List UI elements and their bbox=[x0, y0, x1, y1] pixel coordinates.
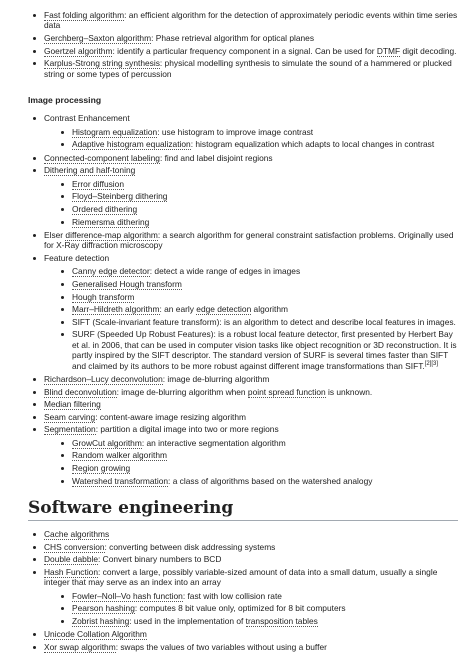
list-item: Marr–Hildreth algorithm: an early edge detection algorithm bbox=[56, 304, 458, 314]
segmentation-sublist bbox=[56, 438, 458, 486]
link-difference-map[interactable]: difference-map algorithm bbox=[65, 230, 158, 240]
list-item: Fowler–Noll–Vo hash function: fast with low collision rate bbox=[56, 591, 458, 601]
contrast-sublist bbox=[56, 127, 458, 150]
link-fast-folding[interactable]: Fast folding algorithm bbox=[44, 10, 125, 20]
link-blind-deconvolution[interactable]: Blind deconvolution bbox=[44, 386, 117, 397]
list-item: Richardson–Lucy deconvolution: image de-blurring algorithm bbox=[28, 374, 458, 384]
list-item: Zobrist hashing: used in the implementation of transposition tables bbox=[56, 616, 458, 626]
link-zobrist-hashing[interactable]: Zobrist hashing bbox=[72, 615, 130, 626]
citation-link[interactable]: [2][3] bbox=[424, 360, 439, 367]
list-item: Watershed transformation: a class of algorithms based on the watershed analogy bbox=[56, 476, 458, 486]
link-riemersma-dithering[interactable]: Riemersma dithering bbox=[72, 216, 150, 227]
list-item: SURF (Speeded Up Robust Features): is a robust local feature detector, first presented by Herbert Bay et al. in 2006, that can be used in computer vision tasks like object recognition or 3D reconstruction. It is partly inspired by the SIFT descriptor. The standard version of SURF is several times faster than SIFT and claimed by its authors to be more robust against different image transformations than SIFT.[2][3] bbox=[56, 329, 458, 371]
link-fnv-hash[interactable]: Fowler–Noll–Vo hash function bbox=[72, 590, 183, 601]
list-item bbox=[56, 292, 458, 302]
feature-detection-sublist bbox=[56, 266, 458, 371]
link-random-walker[interactable]: Random walker algorithm bbox=[72, 450, 167, 461]
link-hash-function[interactable]: Hash Function bbox=[44, 566, 98, 577]
link-gerchberg-saxton[interactable]: Gerchberg–Saxton algorithm bbox=[44, 33, 152, 43]
surf-label: SURF bbox=[72, 329, 95, 340]
list-item: Goertzel algorithm: identify a particular frequency component in a signal. Can be used for DTMF digit decoding. bbox=[28, 46, 458, 56]
link-cache-algorithms[interactable]: Cache algorithms bbox=[44, 528, 110, 539]
list-item: Connected-component labeling: find and label disjoint regions bbox=[28, 153, 458, 163]
link-unicode-collation[interactable]: Unicode Collation Algorithm bbox=[44, 629, 147, 640]
link-hough-transform[interactable]: Hough transform bbox=[72, 291, 135, 302]
link-point-spread-function[interactable]: point spread function bbox=[247, 386, 326, 397]
link-chs-conversion[interactable]: CHS conversion bbox=[44, 541, 105, 552]
article-content bbox=[28, 10, 458, 654]
list-item: Xor swap algorithm: swaps the values of two variables without using a buffer bbox=[28, 642, 458, 652]
sift-label: SIFT bbox=[72, 316, 90, 327]
link-adaptive-histogram-equalization[interactable]: Adaptive histogram equalization bbox=[72, 139, 191, 150]
hash-sublist bbox=[56, 591, 458, 627]
link-segmentation[interactable]: Segmentation bbox=[44, 424, 96, 435]
list-item bbox=[28, 629, 458, 639]
list-item: Hash Function: convert a large, possibly variable-sized amount of data into a small datum, usually a single integer that may serve as an index into an array Fowler–Noll–Vo hash function: fast with low collision rate Pearson hashing: computes 8 bit value only, optimized for 8 bit computers Zobrist hashing: used in the implementation of transposition tables bbox=[28, 567, 458, 626]
link-pearson-hashing[interactable]: Pearson hashing bbox=[72, 603, 135, 614]
link-growcut[interactable]: GrowCut algorithm bbox=[72, 437, 142, 448]
list-item: Elser difference-map algorithm: a search algorithm for general constraint satisfaction problems. Originally used for X-Ray diffraction microscopy bbox=[28, 230, 458, 251]
link-karplus-strong[interactable]: Karplus-Strong string synthesis bbox=[44, 58, 160, 69]
dithering-sublist bbox=[56, 179, 458, 227]
signal-processing-list bbox=[28, 10, 458, 79]
list-item: Blind deconvolution: image de-blurring algorithm when point spread function is unknown. bbox=[28, 387, 458, 397]
list-item: Adaptive histogram equalization: histogram equalization which adapts to local changes in contrast bbox=[56, 139, 458, 149]
list-item: Contrast Enhancement Histogram equalization: use histogram to improve image contrast Adaptive histogram equalization: histogram equalization which adapts to local changes in contrast bbox=[28, 113, 458, 149]
link-connected-component-labeling[interactable]: Connected-component labeling bbox=[44, 152, 160, 163]
link-double-dabble[interactable]: Double dabble bbox=[44, 554, 99, 565]
list-item: Canny edge detector: detect a wide range of edges in images bbox=[56, 266, 458, 276]
link-marr-hildreth[interactable]: Marr–Hildreth algorithm bbox=[72, 304, 160, 315]
link-seam-carving[interactable]: Seam carving bbox=[44, 411, 96, 422]
link-edge-detection[interactable]: edge detection bbox=[196, 304, 252, 315]
link-error-diffusion[interactable]: Error diffusion bbox=[72, 178, 124, 189]
list-item bbox=[56, 191, 458, 201]
list-item bbox=[56, 279, 458, 289]
list-item bbox=[28, 529, 458, 539]
list-item: Double dabble: Convert binary numbers to BCD bbox=[28, 554, 458, 564]
list-item: Histogram equalization: use histogram to improve image contrast bbox=[56, 127, 458, 137]
section-heading-image-processing: Image processing bbox=[28, 95, 102, 105]
image-processing-list bbox=[28, 113, 458, 486]
list-item: Fast folding algorithm: an efficient algorithm for the detection of approximately periodic events within time series data bbox=[28, 10, 458, 31]
link-histogram-equalization[interactable]: Histogram equalization bbox=[72, 126, 158, 137]
list-item bbox=[56, 463, 458, 473]
link-canny-edge-detector[interactable]: Canny edge detector bbox=[72, 266, 150, 277]
list-item bbox=[56, 179, 458, 189]
list-item: GrowCut algorithm: an interactive segmentation algorithm bbox=[56, 438, 458, 448]
list-item bbox=[56, 217, 458, 227]
list-item: CHS conversion: converting between disk addressing systems bbox=[28, 542, 458, 552]
link-floyd-steinberg[interactable]: Floyd–Steinberg dithering bbox=[72, 191, 168, 202]
link-dithering[interactable]: Dithering and half-toning bbox=[44, 165, 136, 176]
link-ordered-dithering[interactable]: Ordered dithering bbox=[72, 204, 138, 214]
link-region-growing[interactable]: Region growing bbox=[72, 462, 131, 473]
list-item: SIFT (Scale-invariant feature transform): is an algorithm to detect and describe local features in images. bbox=[56, 317, 458, 327]
list-item: Segmentation: partition a digital image into two or more regions GrowCut algorithm: an interactive segmentation algorithm Random walker algorithm Region growing Watershed transformation: a class of algorithms based on the watershed analogy bbox=[28, 424, 458, 486]
link-richardson-lucy[interactable]: Richardson–Lucy deconvolution bbox=[44, 374, 163, 384]
link-generalised-hough[interactable]: Generalised Hough transform bbox=[72, 279, 182, 289]
link-transposition-tables[interactable]: transposition tables bbox=[245, 615, 318, 626]
list-item: Karplus-Strong string synthesis: physical modelling synthesis to simulate the sound of a hammered or plucked string or some types of percussion bbox=[28, 58, 458, 79]
list-item: Gerchberg–Saxton algorithm: Phase retrieval algorithm for optical planes bbox=[28, 33, 458, 43]
list-item bbox=[28, 399, 458, 409]
list-item bbox=[56, 450, 458, 460]
link-dtmf[interactable]: DTMF bbox=[376, 45, 401, 56]
link-watershed[interactable]: Watershed transformation bbox=[72, 475, 169, 486]
list-item: Feature detection Canny edge detector: detect a wide range of edges in images Generalised Hough transform Hough transform Marr–Hildreth algorithm: an early edge detection algorithm SIFT (Scale-invariant feature transform): is an algorithm to detect and describe local features in images. SURF (Speeded Up Robust Features): is a robust local feature detector, first presented by Herbert Bay et al. in 2006, that can be used in computer vision tasks like object recognition or 3D reconstruction. It is partly inspired by the SIFT descriptor. The standard version of SURF is several times faster than SIFT and claimed by its authors to be more robust against different image transformations than SIFT.[2][3] bbox=[28, 253, 458, 371]
list-item bbox=[56, 204, 458, 214]
list-item bbox=[28, 165, 458, 227]
list-item: Pearson hashing: computes 8 bit value only, optimized for 8 bit computers bbox=[56, 603, 458, 613]
link-xor-swap[interactable]: Xor swap algorithm bbox=[44, 641, 116, 652]
list-item: Seam carving: content-aware image resizing algorithm bbox=[28, 412, 458, 422]
section-heading-software-engineering: Software engineering bbox=[28, 498, 458, 521]
link-goertzel[interactable]: Goertzel algorithm bbox=[44, 45, 113, 56]
software-engineering-list bbox=[28, 529, 458, 652]
link-median-filtering[interactable]: Median filtering bbox=[44, 399, 101, 410]
